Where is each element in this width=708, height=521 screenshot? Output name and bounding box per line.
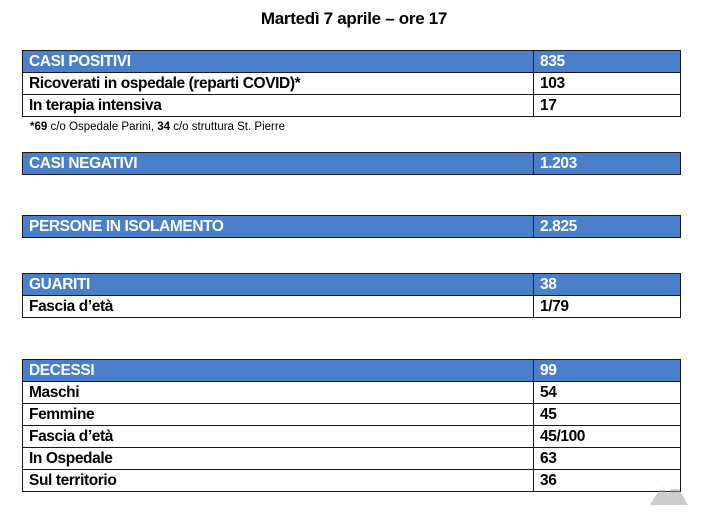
maschi-value: 54 (534, 382, 681, 404)
footnote-num1: *69 (30, 121, 48, 133)
decessi-fascia-value: 45/100 (534, 426, 681, 448)
footnote (30, 121, 285, 133)
guariti-fascia-label: Fascia d’età (23, 296, 534, 318)
footnote-num2: 34 (157, 121, 171, 133)
negativi-header-value: 1.203 (534, 153, 681, 175)
table-row (23, 73, 681, 95)
guariti-table (22, 273, 681, 318)
table-row (23, 296, 681, 318)
negativi-table (22, 152, 681, 175)
table-row (23, 448, 681, 470)
guariti-fascia-value: 1/79 (534, 296, 681, 318)
page-title: Martedì 7 aprile – ore 17 (260, 9, 448, 28)
decessi-header-label: DECESSI (23, 360, 534, 382)
negativi-header-label: CASI NEGATIVI (23, 153, 534, 175)
isolamento-header-value: 2.825 (534, 216, 681, 238)
table-row (23, 470, 681, 492)
sul-territorio-value: 36 (534, 470, 681, 492)
table-row (23, 404, 681, 426)
decessi-fascia-label: Fascia d’età (23, 426, 534, 448)
table-row (23, 51, 681, 73)
isolamento-header-label: PERSONE IN ISOLAMENTO (23, 216, 534, 238)
decessi-table (22, 359, 681, 492)
table-row (23, 426, 681, 448)
table-row (23, 274, 681, 296)
table-row (23, 153, 681, 175)
guariti-header-value: 38 (534, 274, 681, 296)
ricoverati-value: 103 (534, 73, 681, 95)
sul-territorio-label: Sul territorio (23, 470, 534, 492)
isolamento-table (22, 215, 681, 238)
terapia-intensiva-label: In terapia intensiva (23, 95, 534, 117)
table-row (23, 95, 681, 117)
table-row (23, 360, 681, 382)
table-row (23, 382, 681, 404)
table-row (23, 216, 681, 238)
guariti-header-label: GUARITI (23, 274, 534, 296)
positivi-header-label: CASI POSITIVI (23, 51, 534, 73)
decessi-header-value: 99 (534, 360, 681, 382)
terapia-intensiva-value: 17 (534, 95, 681, 117)
mountain-watermark-icon (648, 477, 690, 507)
femmine-value: 45 (534, 404, 681, 426)
maschi-label: Maschi (23, 382, 534, 404)
positivi-table (22, 50, 681, 117)
in-ospedale-label: In Ospedale (23, 448, 534, 470)
footnote-text1: c/o Ospedale Parini, (47, 121, 158, 133)
positivi-header-value: 835 (534, 51, 681, 73)
footnote-text2: c/o struttura St. Pierre (170, 121, 286, 133)
femmine-label: Femmine (23, 404, 534, 426)
in-ospedale-value: 63 (534, 448, 681, 470)
ricoverati-label: Ricoverati in ospedale (reparti COVID)* (23, 73, 534, 95)
